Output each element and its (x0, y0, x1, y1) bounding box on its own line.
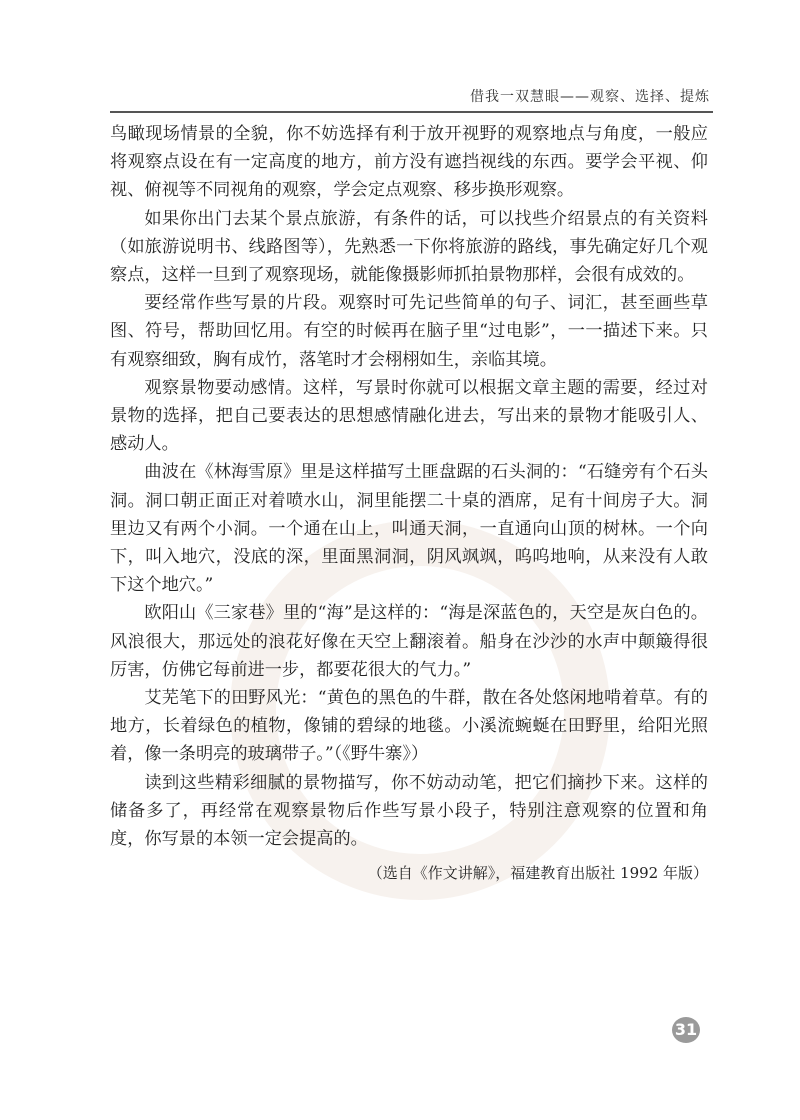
paragraph-8: 读到这些精彩细腻的景物描写，你不妨动动笔，把它们摘抄下来。这样的储备多了，再经常在观察景物后作些写景小段子，特别注意观察的位置和角度，你写景的本领一定会提高的。 (110, 772, 708, 850)
running-header (110, 86, 710, 110)
paragraph-3: 要经常作些写景的片段。观察时可先记些简单的句子、词汇，甚至画些草图、符号，帮助回忆用。有空的时候再在脑子里“过电影”，一一描述下来。只有观察细致，胸有成竹，落笔时才会栩栩如生，亲临其境。 (110, 293, 708, 370)
body-text (110, 120, 708, 887)
paragraph-2: 如果你出门去某个景点旅游，有条件的话，可以找些介绍景点的有关资料（如旅游说明书、线路图等），先熟悉一下你将旅游的路线，事先确定好几个观察点，这样一旦到了观察现场，就能像摄影师抓拍景物那样，会很有成效的。 (110, 208, 708, 286)
paragraph-1: 鸟瞰现场情景的全貌，你不妨选择有利于放开视野的观察地点与角度，一般应将观察点设在有一定高度的地方，前方没有遮挡视线的东西。要学会平视、仰视、俯视等不同视角的观察，学会定点观察、移步换形观察。 (110, 124, 708, 201)
source-citation: （选自《作文讲解》，福建教育出版社 1992 年版） (367, 864, 708, 883)
paragraph-6: 欧阳山《三家巷》里的“海”是这样的：“海是深蓝色的，天空是灰白色的。风浪很大，那远处的浪花好像在天空上翻滚着。船身在沙沙的水声中颠簸得很厉害，仿佛它每前进一步，都要花很大的气力。” (110, 603, 708, 680)
paragraph-7: 艾芜笔下的田野风光：“黄色的黑色的牛群，散在各处悠闲地啃着草。有的地方，长着绿色的植物，像铺的碧绿的地毯。小溪流蜿蜒在田野里，给阳光照着，像一条明亮的玻璃带子。”（《野牛寨》） (110, 688, 708, 765)
paragraph-5: 曲波在《林海雪原》里是这样描写土匪盘踞的石头洞的：“石缝旁有个石头洞。洞口朝正面正对着喷水山，洞里能摆二十桌的酒席，足有十间房子大。洞里边又有两个小洞。一个通在山上，叫通天洞，一直通向山顶的树林。一个向下，叫入地穴，没底的深，里面黑洞洞，阴风飒飒，呜呜地响，从来没有人敢下这个地穴。” (110, 462, 708, 596)
header-rule (110, 111, 713, 113)
page-number-badge: 31 (672, 1017, 700, 1043)
paragraph-4: 观察景物要动感情。这样，写景时你就可以根据文章主题的需要，经过对景物的选择，把自己要表达的思想感情融化进去，写出来的景物才能吸引人、感动人。 (110, 377, 708, 455)
header-title: 借我一双慧眼——观察、选择、提炼 (470, 89, 710, 105)
